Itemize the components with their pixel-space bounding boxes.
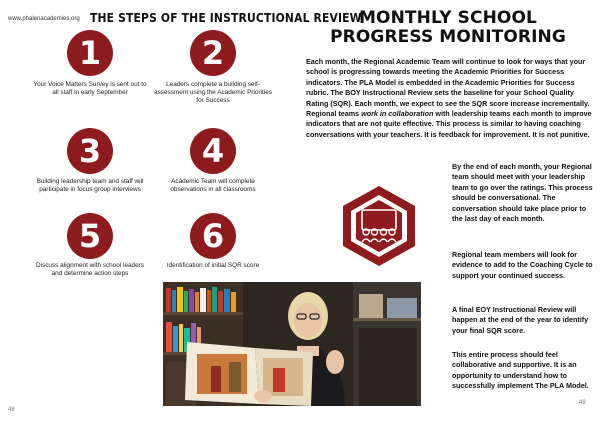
photo-illustration — [163, 282, 421, 406]
steps-heading: THE STEPS OF THE INSTRUCTIONAL REVIEW — [90, 10, 362, 25]
step-3-text: Building leadership team and staff will participate in focus group interviews — [36, 178, 144, 194]
step-6-circle: 6 — [190, 213, 236, 259]
page-number-left: 48 — [8, 407, 15, 413]
intro-text-after-italic: with leadership teams each month to improve indicators that are not quite effective. This process is similar to having coaching conversations with your teachers. It is feedback for improvement. It is not punitive. — [306, 109, 592, 139]
evidence-paragraph: Regional team members will look for evidence to add to the Coaching Cycle to support your continued success. — [452, 250, 593, 280]
website-url: www.phalenacademies.org — [8, 16, 80, 22]
eoy-review-paragraph: A final EOY Instructional Review will happen at the end of the year to identify your final SQR score. — [452, 305, 589, 335]
step-4-text: Academic Team will complete observations in all classrooms — [170, 178, 256, 194]
teacher-reading-photo — [163, 282, 421, 406]
step-4-circle: 4 — [190, 128, 236, 174]
step-5-circle: 5 — [67, 213, 113, 259]
end-of-month-paragraph: By the end of each month, your Regional team should meet with your leadership team to go over the ratings. This process should be conversational. The conversation should take place prior to the last day of each month. — [452, 162, 593, 224]
step-2-circle: 2 — [190, 30, 236, 76]
step-6-text: Identification of initial SQR score — [166, 262, 260, 269]
meeting-hexagon-icon — [335, 182, 423, 270]
step-5-text: Discuss alignment with school leaders and determine action steps — [36, 262, 144, 278]
step-2-text: Leaders complete a building self-assessment using the Academic Priorities for Success — [154, 81, 272, 105]
step-3-circle: 3 — [67, 128, 113, 174]
page-number-right: 49 — [579, 400, 586, 406]
intro-text-before-italic: Each month, the Regional Academic Team will continue to look for ways that your school is progressing towards meeting the Academic Priorities for Success indicators. The PLA Model is embedded in the Academic Priorities for Success rubric. The BOY Instructional Review sets the baseline for your School Quality Rating (SQR). Each month, we expect to see the SQR score increase incrementally. Regional teams — [306, 57, 590, 119]
intro-paragraph — [306, 57, 592, 140]
step-1-circle: 1 — [67, 30, 113, 76]
collaborative-paragraph: This entire process should feel collaborative and supportive. It is an opportunity to understand how to successfully implement The PLA Model. — [452, 350, 589, 391]
monthly-progress-title: MONTHLY SCHOOL PROGRESS MONITORING — [330, 8, 566, 47]
intro-italic-phrase: work in collaboration — [361, 109, 434, 119]
step-1-text: Your Voice Matters Survey is sent out to all staff in early September — [33, 81, 147, 97]
